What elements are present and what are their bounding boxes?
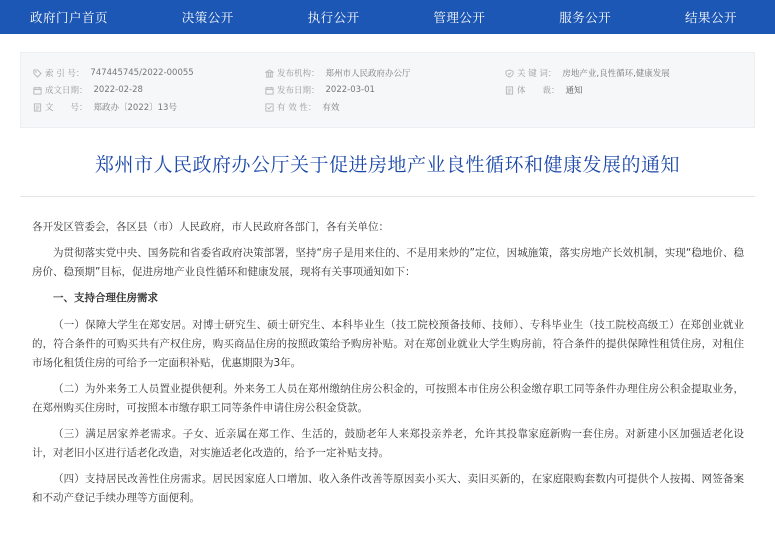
paragraph-1: （一）保障大学生在郑安居。对博士研究生、硕士研究生、本科毕业生（技工院校预备技师、技师）、专科毕业生（技工院校高级工）在郑创业就业的，符合条件的可购买共有产权住房，购买商品住房的按照政策给予购房补贴。对在郑创业就业大学生购房前，符合条件的提供保障性租赁住房，对租住市场化租赁住房的可给予一定面积补贴，优惠期限为3年。	[32, 319, 744, 369]
paragraph-2: （二）为外来务工人员置业提供便利。外来务工人员在郑州缴纳住房公积金的，可按照本市住房公积金缴存职工同等条件办理住房公积金提取业务，在郑州购买住房时，可按照本市缴存职工同等条件申请住房公积金贷款。	[32, 383, 744, 414]
section-heading: 一、支持合理住房需求	[53, 292, 158, 304]
nav-execution-disclosure[interactable]: 执行公开	[307, 10, 360, 25]
meta-genre: 体 裁： 通知	[505, 84, 583, 96]
meta-publisher: 发布机构： 郑州市人民政府办公厅	[265, 67, 411, 79]
paragraph-3: （三）满足居家养老需求。子女、近亲属在郑工作、生活的，鼓励老年人来郑投亲养老，允许其投靠家庭新购一套住房。对新建小区加强适老化设计，对老旧小区进行适老化改造，对实施适老化改造的，给予一定补贴支持。	[32, 428, 744, 459]
nav-service-disclosure[interactable]: 服务公开	[559, 10, 612, 25]
nav-decision-disclosure[interactable]: 决策公开	[181, 10, 234, 25]
document-metadata-panel	[20, 52, 755, 128]
intro-paragraph: 为贯彻落实党中央、国务院和省委省政府决策部署，坚持“房子是用来住的、不是用来炒的”定位，因城施策，落实房地产长效机制，实现“稳地价、稳房价、稳预期”目标，促进房地产业良性循环和健康发展，现将有关事项通知如下：	[32, 247, 744, 278]
document-icon	[33, 103, 42, 112]
meta-keywords: 关 键 词： 房地产业,良性循环,健康发展	[505, 67, 670, 79]
salutation: 各开发区管委会，各区县（市）人民政府，市人民政府各部门，各有关单位：	[32, 221, 389, 233]
meta-validity: 有 效 性： 有效	[265, 101, 339, 113]
calendar-icon	[265, 86, 274, 95]
shield-check-icon	[505, 69, 514, 78]
calendar-icon	[33, 86, 42, 95]
nav-management-disclosure[interactable]: 管理公开	[433, 10, 486, 25]
document-title: 郑州市人民政府办公厅关于促进房地产业良性循环和健康发展的通知	[94, 154, 680, 176]
document-icon	[505, 86, 514, 95]
top-navigation	[0, 0, 775, 34]
meta-created-date: 成文日期： 2022-02-28	[33, 84, 143, 96]
nav-home[interactable]: 政府门户首页	[30, 10, 109, 25]
meta-index-number: 索 引 号： 747445745/2022-00055	[33, 67, 194, 79]
document-body	[32, 218, 744, 508]
meta-document-number: 文 号： 郑政办〔2022〕13号	[33, 101, 177, 113]
nav-result-disclosure[interactable]: 结果公开	[684, 10, 737, 25]
paragraph-4: （四）支持居民改善性住房需求。居民因家庭人口增加、收入条件改善等原因卖小买大、卖旧买新的，在家庭限购套数内可提供个人按揭、网签备案和不动产登记手续办理等方面便利。	[32, 473, 744, 504]
building-icon	[265, 69, 274, 78]
checkbox-icon	[265, 103, 274, 112]
meta-published-date: 发布日期： 2022-03-01	[265, 84, 375, 96]
tag-icon	[33, 69, 42, 78]
title-divider	[20, 196, 755, 197]
